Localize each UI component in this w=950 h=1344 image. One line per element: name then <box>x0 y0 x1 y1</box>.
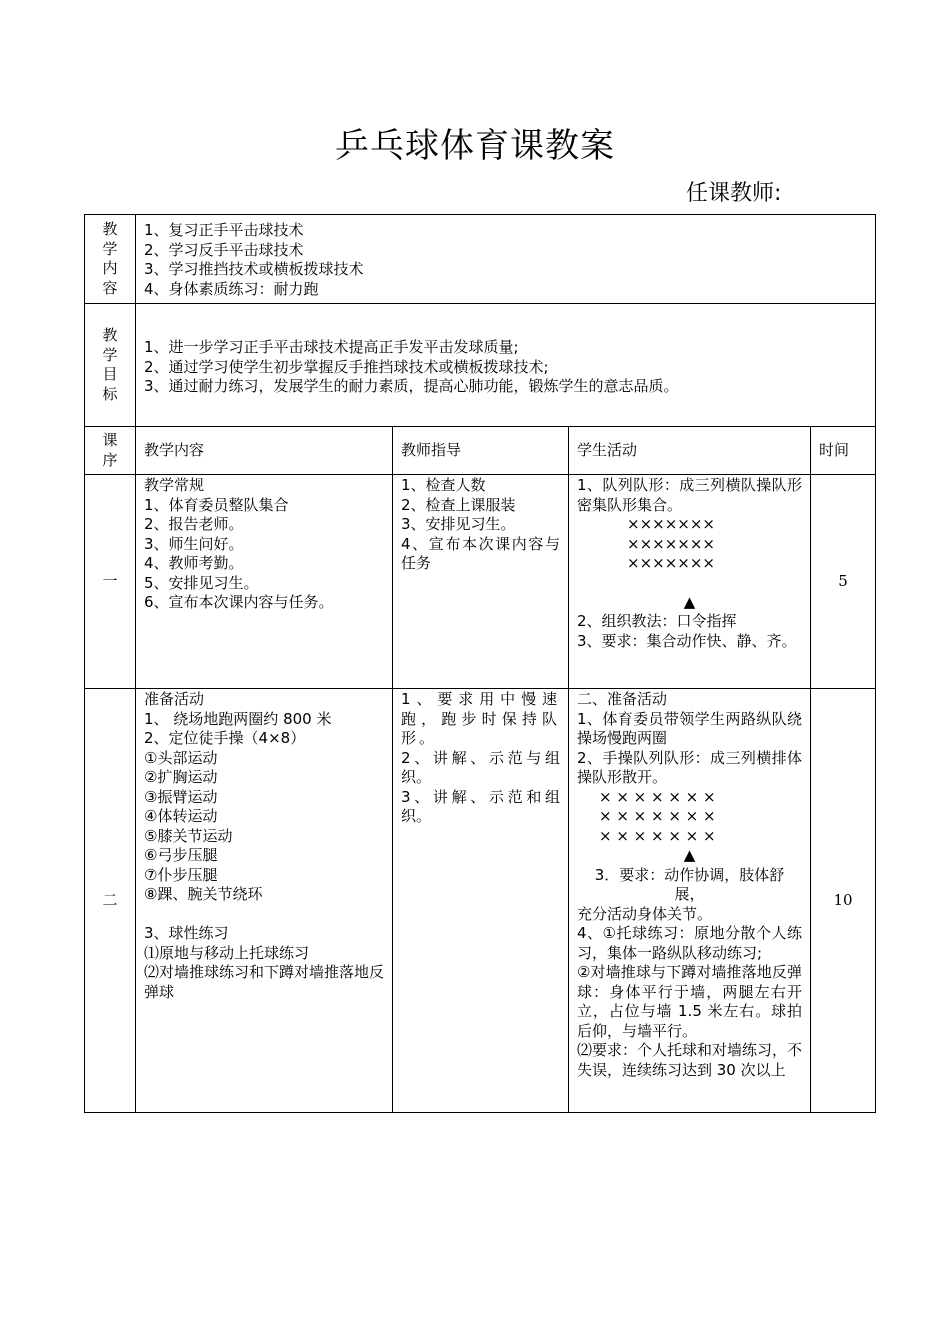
lesson-plan-table <box>84 214 876 1113</box>
student-line: 充分活动身体关节。 <box>577 904 713 923</box>
teacher-line: 2、讲解、示范与组织。 <box>401 748 560 786</box>
list-item: 2、通过学习使学生初步掌握反手推挡球技术或横板拨球技术; <box>144 357 549 376</box>
student-line: ⑵要求：个人托球和对墙练习，不失误，连续练习达到 30 次以上 <box>577 1041 803 1079</box>
row-time: 10 <box>811 689 876 1113</box>
teacher-line: 1、检查人数 <box>401 476 486 494</box>
content-section-list <box>136 215 876 304</box>
content-line: ⑦仆步压腿 <box>144 865 218 884</box>
list-item: 1、进一步学习正手平击球技术提高正手发平击发球质量; <box>144 338 519 356</box>
header-student: 学生活动 <box>569 427 811 475</box>
goals-section-label <box>85 304 136 427</box>
formation-line: ××××××× <box>627 554 715 572</box>
content-line: 5、安排见习生。 <box>144 573 259 592</box>
table-row <box>85 689 876 1113</box>
content-line: 4、教师考勤。 <box>144 554 244 572</box>
header-teacher: 教师指导 <box>393 427 569 475</box>
formation-line: ××××××× <box>627 515 715 533</box>
content-line: ③振臂运动 <box>144 787 218 806</box>
row-time: 5 <box>811 475 876 689</box>
teacher-position-marker: ▲ <box>683 846 696 864</box>
header-time: 时间 <box>811 427 876 475</box>
content-line: ②扩胸运动 <box>144 768 218 786</box>
label-char: 序 <box>102 450 118 469</box>
content-line: 教学常规 <box>144 476 205 494</box>
header-content: 教学内容 <box>136 427 393 475</box>
formation-line: × × × × × × × <box>599 787 716 806</box>
content-line: ⑧踝、腕关节绕环 <box>144 885 263 903</box>
content-line: 6、宣布本次课内容与任务。 <box>144 593 334 611</box>
content-line: 2、报告老师。 <box>144 515 244 533</box>
teacher-line: 2、检查上课服装 <box>401 495 516 514</box>
student-line: ②对墙推球与下蹲对墙推落地反弹球：身体平行于墙，两腿左右开立，占位与墙 1.5 米左右。球拍后仰，与墙平行。 <box>577 963 802 1040</box>
row-content <box>136 689 393 1113</box>
goals-section-list <box>136 304 876 427</box>
content-line: 3、球性练习 <box>144 924 229 942</box>
table-header-row <box>85 427 876 475</box>
content-line: 1、体育委员整队集合 <box>144 495 289 514</box>
student-line: 2、手操队列队形：成三列横排体操队形散开。 <box>577 748 802 786</box>
content-section-row <box>85 215 876 304</box>
formation-line: ××××××× <box>627 534 715 553</box>
student-line: 4、①托球练习：原地分散个人练习，集体一路纵队移动练习; <box>577 924 802 962</box>
row-teacher <box>393 689 569 1113</box>
list-item: 4、身体素质练习：耐力跑 <box>144 279 319 298</box>
student-line: 1、队列队形：成三列横队操队形密集队形集合。 <box>577 476 802 514</box>
label-char: 教 <box>102 326 118 344</box>
goals-section-row <box>85 304 876 427</box>
content-line: ④体转运动 <box>144 807 218 825</box>
label-char: 内 <box>102 259 118 277</box>
label-char: 课 <box>102 431 118 449</box>
row-teacher <box>393 475 569 689</box>
student-line: 3、要求：集合动作快、静、齐。 <box>577 631 797 650</box>
teacher-line: 3、讲解、示范和组织。 <box>401 787 560 825</box>
formation-line: × × × × × × × <box>599 826 716 845</box>
list-item: 2、学习反手平击球技术 <box>144 240 304 259</box>
label-char: 教 <box>102 220 118 238</box>
content-line: ①头部运动 <box>144 748 218 767</box>
content-section-label <box>85 215 136 304</box>
content-line: ⑤膝关节运动 <box>144 826 233 845</box>
student-line: 二、准备活动 <box>577 690 668 708</box>
row-seq: 一 <box>85 475 136 689</box>
teacher-line: 1、要求用中慢速跑，跑步时保持队形。 <box>401 690 560 747</box>
label-char: 目 <box>102 365 118 383</box>
row-content <box>136 475 393 689</box>
student-line: 2、组织教法：口令指挥 <box>577 612 737 630</box>
student-line: 1、体育委员带领学生两路纵队绕操场慢跑两圈 <box>577 709 802 747</box>
label-char: 学 <box>102 345 118 364</box>
content-line: ⑴原地与移动上托球练习 <box>144 943 310 962</box>
teacher-position-marker: ▲ <box>683 592 696 611</box>
teacher-line: 4、宣布本次课内容与任务 <box>401 534 560 572</box>
label-char: 容 <box>102 278 118 297</box>
list-item: 1、复习正手平击球技术 <box>144 221 304 239</box>
content-line: 2、定位徒手操（4×8） <box>144 729 306 747</box>
header-seq <box>85 427 136 475</box>
content-line: ⑥弓步压腿 <box>144 846 218 864</box>
table-row <box>85 475 876 689</box>
label-char: 标 <box>102 384 118 403</box>
list-item: 3、通过耐力练习，发展学生的耐力素质，提高心肺功能，锻炼学生的意志品质。 <box>144 377 679 395</box>
page-title: 乒乓球体育课教案 <box>335 126 615 166</box>
content-line: ⑵对墙推球练习和下蹲对墙推落地反弹球 <box>144 963 385 1001</box>
content-line: 准备活动 <box>144 690 205 708</box>
teacher-line: 3、安排见习生。 <box>401 515 516 533</box>
label-char: 学 <box>102 239 118 258</box>
row-student <box>569 475 811 689</box>
row-student <box>569 689 811 1113</box>
formation-line: × × × × × × × <box>599 807 716 825</box>
content-line: 1、 绕场地跑两圈约 800 米 <box>144 709 332 728</box>
row-seq: 二 <box>85 689 136 1113</box>
student-line: 3．要求：动作协调，肢体舒展， <box>594 865 785 903</box>
content-line: 3、师生问好。 <box>144 534 244 553</box>
teacher-label: 任课教师: <box>686 181 782 206</box>
list-item: 3、学习推挡技术或横板拨球技术 <box>144 260 364 278</box>
